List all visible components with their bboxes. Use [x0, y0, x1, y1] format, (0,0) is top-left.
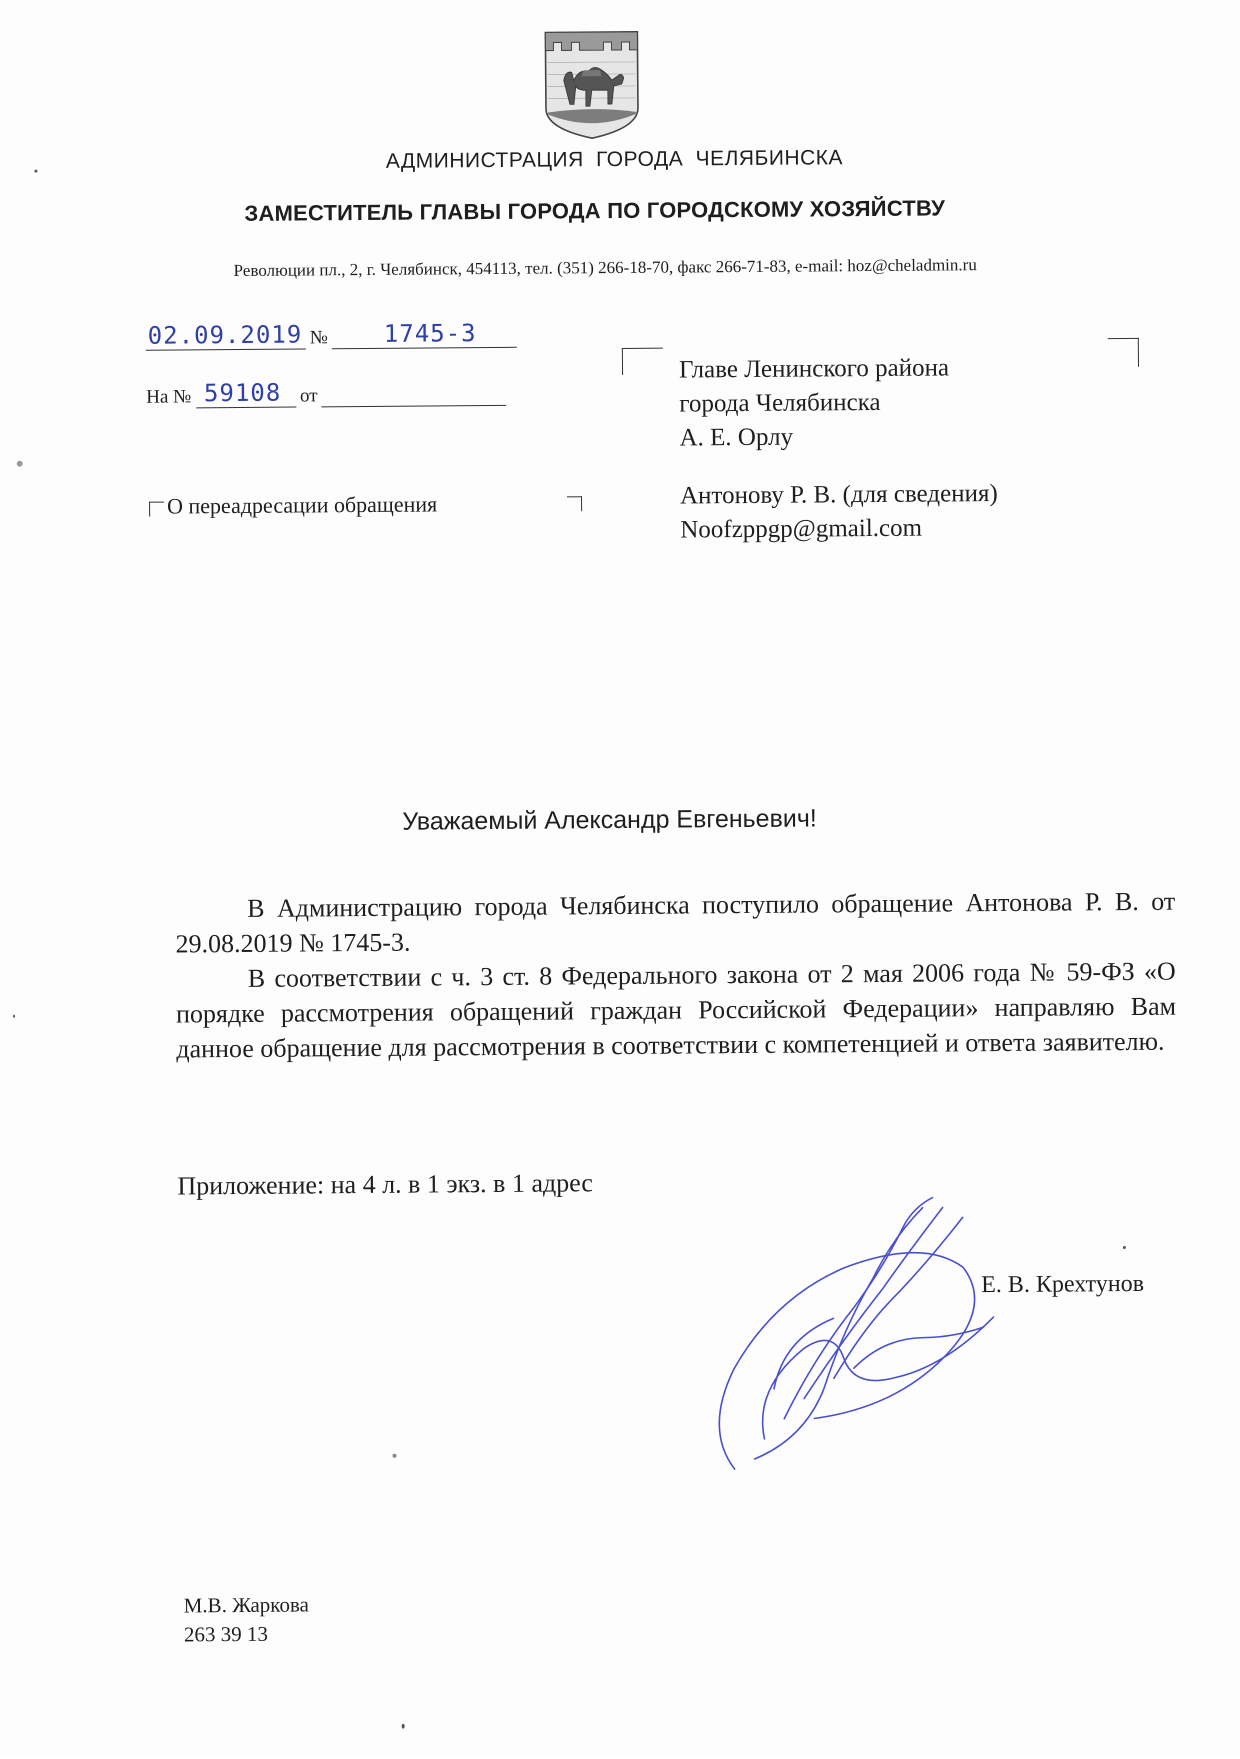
contact-line: Революции пл., 2, г. Челябинск, 454113, тел. (351) 266-18-70, факс 266-71-83, e-mail: hoz@cheladmin.ru: [233, 255, 977, 281]
scan-speck: [13, 1015, 15, 1018]
number-label: №: [309, 327, 328, 349]
number-blank: [332, 319, 517, 349]
cc-block: [680, 477, 998, 547]
executor-name: М.В. Жаркова: [183, 1592, 309, 1618]
reply-label: На №: [146, 386, 192, 408]
subject-line: О переадресации обращения: [166, 491, 438, 519]
cc-email: Noofzppgp@gmail.com: [680, 514, 923, 544]
scan-speck: [402, 1724, 405, 1729]
scan-speck: [34, 170, 37, 173]
handwritten-date: 02.09.2019: [147, 320, 303, 350]
greeting: Уважаемый Александр Евгеньевич!: [402, 804, 817, 836]
addressee-block: [679, 351, 950, 455]
administration-title: АДМИНИСТРАЦИЯ ГОРОДА ЧЕЛЯБИНСКА: [385, 146, 844, 173]
addressee-corner-right: [1108, 338, 1139, 367]
executor-block: [184, 1590, 310, 1649]
attachment-line: Приложение: на 4 л. в 1 экз. в 1 адрес: [177, 1168, 593, 1201]
from-label: от: [299, 385, 318, 407]
addressee-line: Главе Ленинского района: [678, 354, 950, 384]
date-blank: [146, 320, 306, 350]
body-paragraph: В соответствии с ч. 3 ст. 8 Федерального закона от 2 мая 2006 года № 59-ФЗ «О порядке рассмотрения обращений граждан Российской Федерации» направляю Вам данное обращение для рассмотрения в соответствии с компетенцией и ответа заявителю.: [175, 956, 1177, 1064]
addressee-corner-left: [622, 348, 663, 375]
handwritten-number: 1745-3: [383, 319, 477, 348]
reply-row: [146, 378, 507, 409]
addressee-line: города Челябинска: [679, 388, 881, 418]
scan-speck: [17, 461, 23, 467]
signer-name: Е. В. Крехтунов: [981, 1270, 1145, 1299]
scan-speck: [393, 1454, 397, 1458]
subject-corner-left: [149, 502, 164, 517]
reply-blank: [196, 378, 296, 409]
subject-corner-right: [567, 496, 582, 511]
letter-body: [175, 884, 1176, 1067]
scan-speck: [1123, 1246, 1126, 1249]
addressee-line: А. Е. Орлу: [679, 423, 794, 452]
from-blank: [321, 381, 506, 407]
signature-icon: [692, 1187, 1004, 1489]
handwritten-reply-number: 59108: [203, 378, 282, 408]
registration-row: [146, 319, 517, 351]
cc-line: Антонову Р. В. (для сведения): [679, 480, 998, 510]
executor-phone: 263 39 13: [183, 1621, 269, 1647]
body-paragraph: В Администрацию города Челябинска поступило обращение Антонова Р. В. от 29.08.2019 № 1745-3.: [175, 886, 1176, 959]
coat-of-arms-icon: [541, 28, 642, 141]
deputy-title: ЗАМЕСТИТЕЛЬ ГЛАВЫ ГОРОДА ПО ГОРОДСКОМУ ХОЗЯЙСТВУ: [244, 195, 946, 226]
